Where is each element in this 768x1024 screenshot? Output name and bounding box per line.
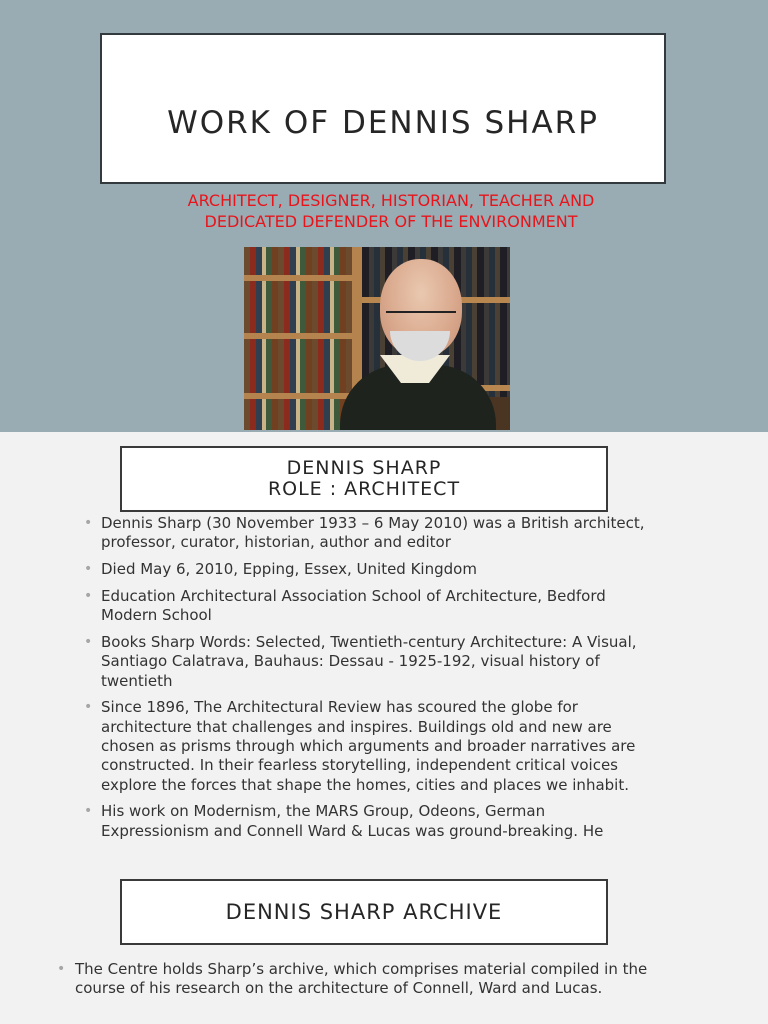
bullet-item: • Dennis Sharp (30 November 1933 – 6 May 2010) was a British architect, professor, curator, historian, author and editor	[84, 514, 654, 553]
bullet-item: • The Centre holds Sharp’s archive, which comprises material compiled in the course of his research on the architecture of Connell, Ward and Lucas.	[57, 960, 657, 999]
archive-heading-box	[120, 879, 608, 945]
glasses-icon	[386, 311, 456, 327]
heading-role: ROLE : ARCHITECT	[267, 478, 461, 500]
shelf-board	[244, 333, 354, 339]
subtitle-line-2: DEDICATED DEFENDER OF THE ENVIRONMENT	[204, 212, 578, 231]
slide-title: WORK OF DENNIS SHARP	[167, 105, 599, 141]
archive-bullet-list	[57, 960, 657, 999]
heading-name: DENNIS SHARP	[286, 457, 442, 479]
shelf-board	[244, 393, 354, 399]
bookshelf-left	[244, 247, 354, 430]
role-heading-box	[120, 446, 608, 512]
bullet-item: • Died May 6, 2010, Epping, Essex, United Kingdom	[84, 560, 654, 579]
title-box	[100, 33, 666, 184]
bullet-item: • Education Architectural Association School of Architecture, Bedford Modern School	[84, 587, 654, 626]
title-slide	[0, 0, 768, 432]
archive-heading: DENNIS SHARP ARCHIVE	[225, 900, 503, 924]
bullet-item: • His work on Modernism, the MARS Group, Odeons, German Expressionism and Connell Ward & Lucas was ground-breaking. He	[84, 802, 654, 841]
bullet-item: • Since 1896, The Architectural Review has scoured the globe for architecture that challenges and inspires. Buildings old and new are chosen as prisms through which arguments and broader narratives are constructed. In their fearless storytelling, independent critical voices explore the forces that shape the homes, cities and places we inhabit.	[84, 698, 654, 794]
subtitle-line-1: ARCHITECT, DESIGNER, HISTORIAN, TEACHER AND	[187, 191, 595, 210]
shelf-board	[244, 275, 354, 281]
slide-subtitle	[100, 190, 682, 232]
content-slide	[0, 432, 768, 1024]
portrait-photo	[244, 247, 510, 430]
bio-bullet-list	[84, 514, 654, 866]
bullet-item: • Books Sharp Words: Selected, Twentieth-century Architecture: A Visual, Santiago Calatrava, Bauhaus: Dessau - 1925-192, visual history of twentieth	[84, 633, 654, 691]
